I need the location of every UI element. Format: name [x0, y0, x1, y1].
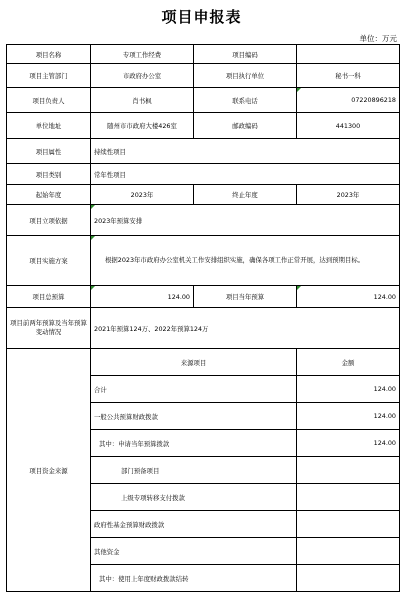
funding-row-label: 其中：申请当年预算拨款: [91, 430, 297, 457]
plan-label: 项目实施方案: [7, 236, 91, 286]
start-year-value: 2023年: [91, 185, 194, 205]
table-row: [7, 308, 400, 349]
leader-value: 肖书枫: [91, 88, 194, 113]
unit-label: 单位：万元: [359, 34, 397, 43]
address-value: 随州市市政府大楼426室: [91, 113, 194, 139]
basis-label: 项目立项依据: [7, 205, 91, 236]
basis-value: 2023年预算安排: [91, 205, 400, 236]
postcode-label: 邮政编码: [194, 113, 297, 139]
funding-row-amount: [297, 457, 400, 484]
project-application-table: [6, 44, 400, 592]
end-year-label: 终止年度: [194, 185, 297, 205]
funding-header-source: 来源项目: [91, 349, 297, 376]
project-name-value: 专项工作经费: [91, 45, 194, 64]
funding-row-amount: [297, 484, 400, 511]
dept-value: 市政府办公室: [91, 64, 194, 88]
postcode-value: 441300: [297, 113, 400, 139]
table-row: [7, 113, 400, 139]
funding-header-amount: 金额: [297, 349, 400, 376]
funding-row-label: 其他资金: [91, 538, 297, 565]
table-row: [7, 185, 400, 205]
table-row: [7, 164, 400, 185]
project-name-label: 项目名称: [7, 45, 91, 64]
exec-unit-value: 秘书一科: [297, 64, 400, 88]
leader-label: 项目负责人: [7, 88, 91, 113]
current-budget-label: 项目当年预算: [194, 286, 297, 308]
total-budget-value: 124.00: [91, 286, 194, 308]
table-row: [7, 139, 400, 164]
form-title: 项目申报表: [161, 8, 242, 26]
history-value: 2021年预算124万、2022年预算124万: [91, 308, 400, 349]
table-row: [7, 88, 400, 113]
project-code-label: 项目编码: [194, 45, 297, 64]
address-label: 单位地址: [7, 113, 91, 139]
funding-row-label: 部门预备项目: [91, 457, 297, 484]
category-value: 常年性项目: [91, 164, 400, 185]
plan-value: 根据2023年市政府办公室机关工作安排组织实施，确保各项工作正常开展，达到预期目标。: [91, 236, 400, 286]
project-code-value: [297, 45, 400, 64]
attribute-label: 项目属性: [7, 139, 91, 164]
history-label: 项目前两年预算及当年预算变动情况: [7, 308, 91, 349]
table-row: [7, 236, 400, 286]
funding-row-label: 其中：使用上年度财政拨款结转: [91, 565, 297, 592]
funding-row-amount: 124.00: [297, 403, 400, 430]
table-row: [7, 349, 400, 376]
funding-row-amount: 124.00: [297, 430, 400, 457]
funding-row-label: 政府性基金预算财政拨款: [91, 511, 297, 538]
funding-row-amount: [297, 538, 400, 565]
funding-row-label: 一般公共预算财政拨款: [91, 403, 297, 430]
funding-source-label: 项目资金来源: [7, 349, 91, 592]
funding-row-label: 合计: [91, 376, 297, 403]
phone-value: 07220896218: [297, 88, 400, 113]
table-row: [7, 205, 400, 236]
end-year-value: 2023年: [297, 185, 400, 205]
current-budget-value: 124.00: [297, 286, 400, 308]
table-row: [7, 64, 400, 88]
funding-row-amount: 124.00: [297, 376, 400, 403]
funding-row-amount: [297, 565, 400, 592]
exec-unit-label: 项目执行单位: [194, 64, 297, 88]
category-label: 项目类别: [7, 164, 91, 185]
dept-label: 项目主管部门: [7, 64, 91, 88]
start-year-label: 起始年度: [7, 185, 91, 205]
table-row: [7, 45, 400, 64]
table-row: [7, 286, 400, 308]
total-budget-label: 项目总预算: [7, 286, 91, 308]
funding-row-label: 上级专项转移支付拨款: [91, 484, 297, 511]
attribute-value: 持续性项目: [91, 139, 400, 164]
phone-label: 联系电话: [194, 88, 297, 113]
funding-row-amount: [297, 511, 400, 538]
